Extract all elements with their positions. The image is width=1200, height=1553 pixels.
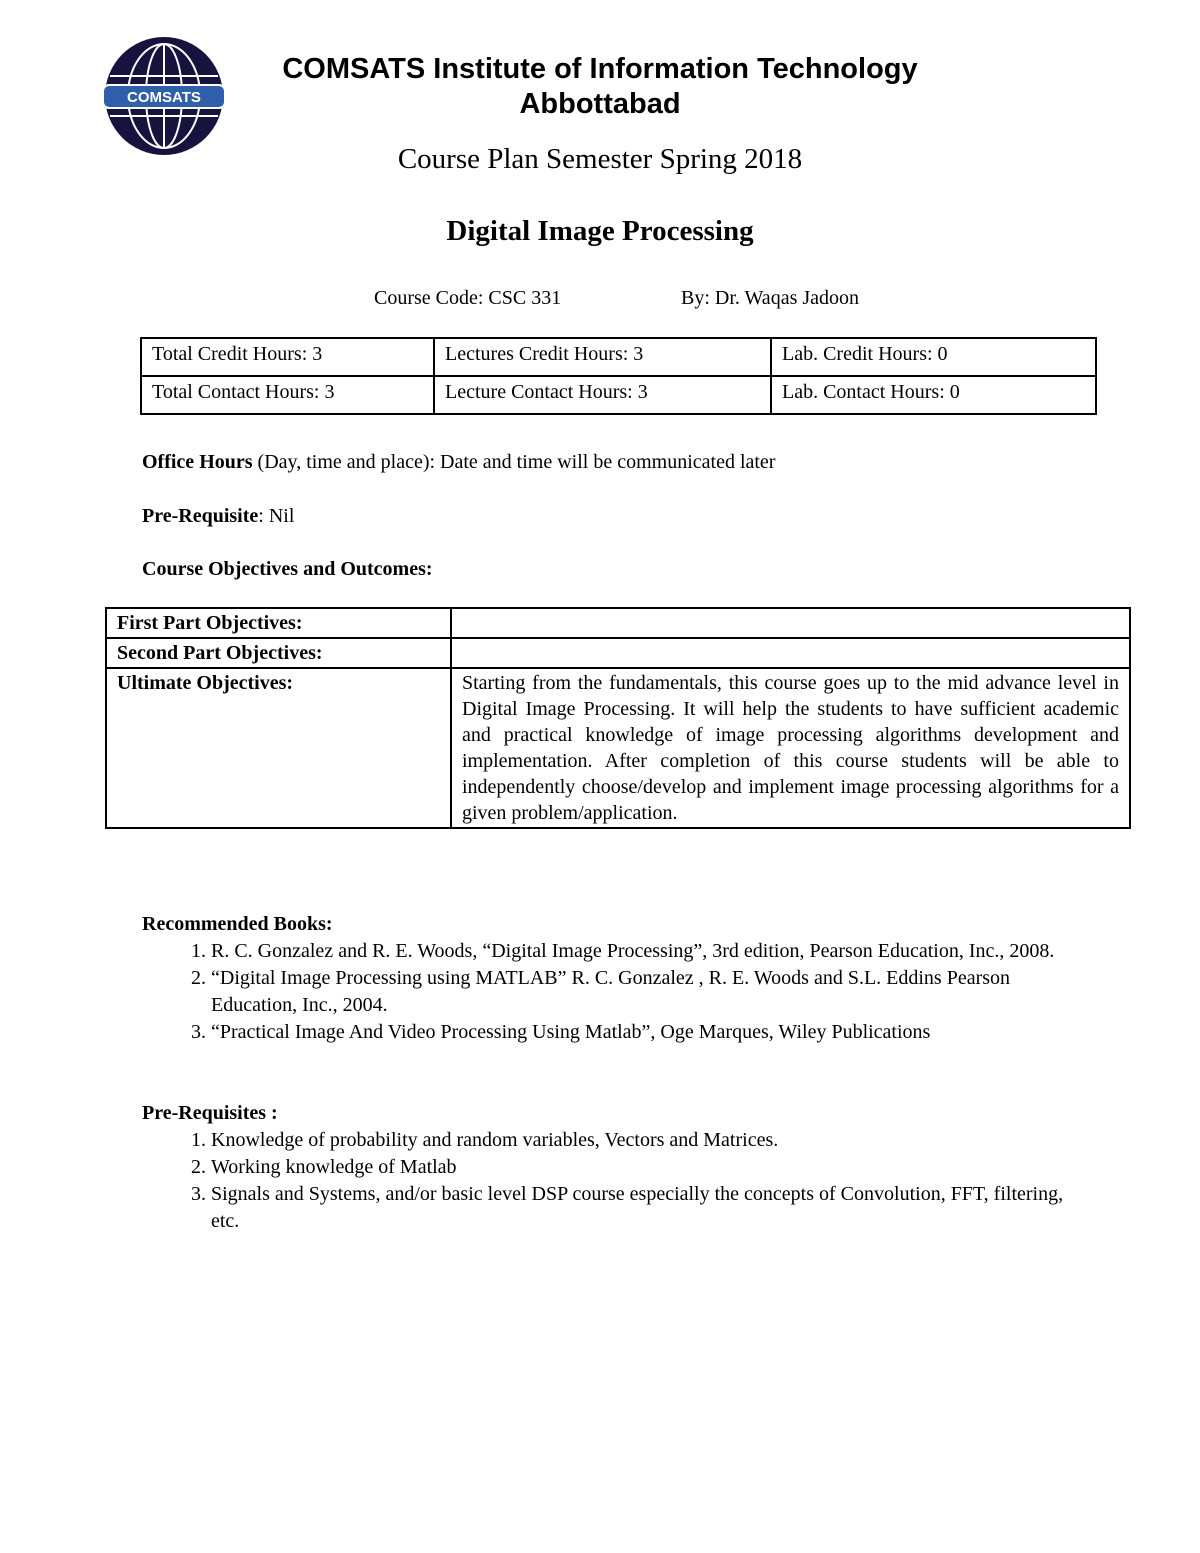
course-plan-title: Course Plan Semester Spring 2018 xyxy=(397,143,803,175)
office-hours xyxy=(142,449,775,475)
table-row xyxy=(106,668,1130,828)
office-hours-label: Office Hours xyxy=(142,451,253,473)
objective-label: Second Part Objectives: xyxy=(106,638,451,668)
table-row xyxy=(141,338,1096,376)
recommended-books xyxy=(142,911,1091,1046)
lab-credit-hours: Lab. Credit Hours: 0 xyxy=(771,338,1096,376)
credit-hours-table xyxy=(140,337,1097,415)
prerequisites-heading: Pre-Requisites : xyxy=(142,1102,278,1124)
course-title: Digital Image Processing xyxy=(446,215,754,247)
objective-text xyxy=(451,608,1130,638)
prerequisites-section xyxy=(142,1100,1091,1235)
prerequisite-text: : Nil xyxy=(258,505,295,527)
list-item: 3. Signals and Systems, and/or basic level DSP course especially the concepts of Convolution, FFT, filtering, etc. xyxy=(211,1181,1091,1235)
objective-label: First Part Objectives: xyxy=(106,608,451,638)
objectives-heading: Course Objectives and Outcomes: xyxy=(142,558,433,580)
objectives-table xyxy=(105,607,1131,829)
total-contact-hours: Total Contact Hours: 3 xyxy=(141,376,434,414)
table-row xyxy=(106,638,1130,668)
objective-text: Starting from the fundamentals, this course goes up to the mid advance level in Digital Image Processing. It will help the students to have sufficient academic and practical knowledge of image processing algorithms development and implementation. After completion of this course students will be able to independently choose/develop and implement image processing algorithms for a given problem/application. xyxy=(451,668,1130,828)
list-item: 1. R. C. Gonzalez and R. E. Woods, “Digital Image Processing”, 3rd edition, Pearson Education, Inc., 2008. xyxy=(211,938,1091,965)
books-list xyxy=(142,938,1091,1046)
lecture-credit-hours: Lectures Credit Hours: 3 xyxy=(434,338,771,376)
list-item: 3. “Practical Image And Video Processing Using Matlab”, Oge Marques, Wiley Publications xyxy=(211,1019,1091,1046)
books-heading: Recommended Books: xyxy=(142,913,333,935)
objective-label: Ultimate Objectives: xyxy=(106,668,451,828)
instructor: By: Dr. Waqas Jadoon xyxy=(681,287,860,309)
table-row xyxy=(141,376,1096,414)
lab-contact-hours: Lab. Contact Hours: 0 xyxy=(771,376,1096,414)
prerequisites-list xyxy=(142,1127,1091,1235)
institute-name: COMSATS Institute of Information Technology xyxy=(282,53,918,85)
campus-name: Abbottabad xyxy=(519,88,681,120)
total-credit-hours: Total Credit Hours: 3 xyxy=(141,338,434,376)
list-item: 2. “Digital Image Processing using MATLAB” R. C. Gonzalez , R. E. Woods and S.L. Eddins Pearson Education, Inc., 2004. xyxy=(211,965,1091,1019)
course-code: Course Code: CSC 331 xyxy=(374,287,562,309)
prerequisite-label: Pre-Requisite xyxy=(142,505,259,527)
list-item: 2. Working knowledge of Matlab xyxy=(211,1154,1091,1181)
logo-text: COMSATS xyxy=(127,89,201,106)
lecture-contact-hours: Lecture Contact Hours: 3 xyxy=(434,376,771,414)
list-item: 1. Knowledge of probability and random variables, Vectors and Matrices. xyxy=(211,1127,1091,1154)
prerequisite xyxy=(142,503,294,529)
objective-text xyxy=(451,638,1130,668)
table-row xyxy=(106,608,1130,638)
office-hours-text: (Day, time and place): Date and time will be communicated later xyxy=(252,451,776,473)
